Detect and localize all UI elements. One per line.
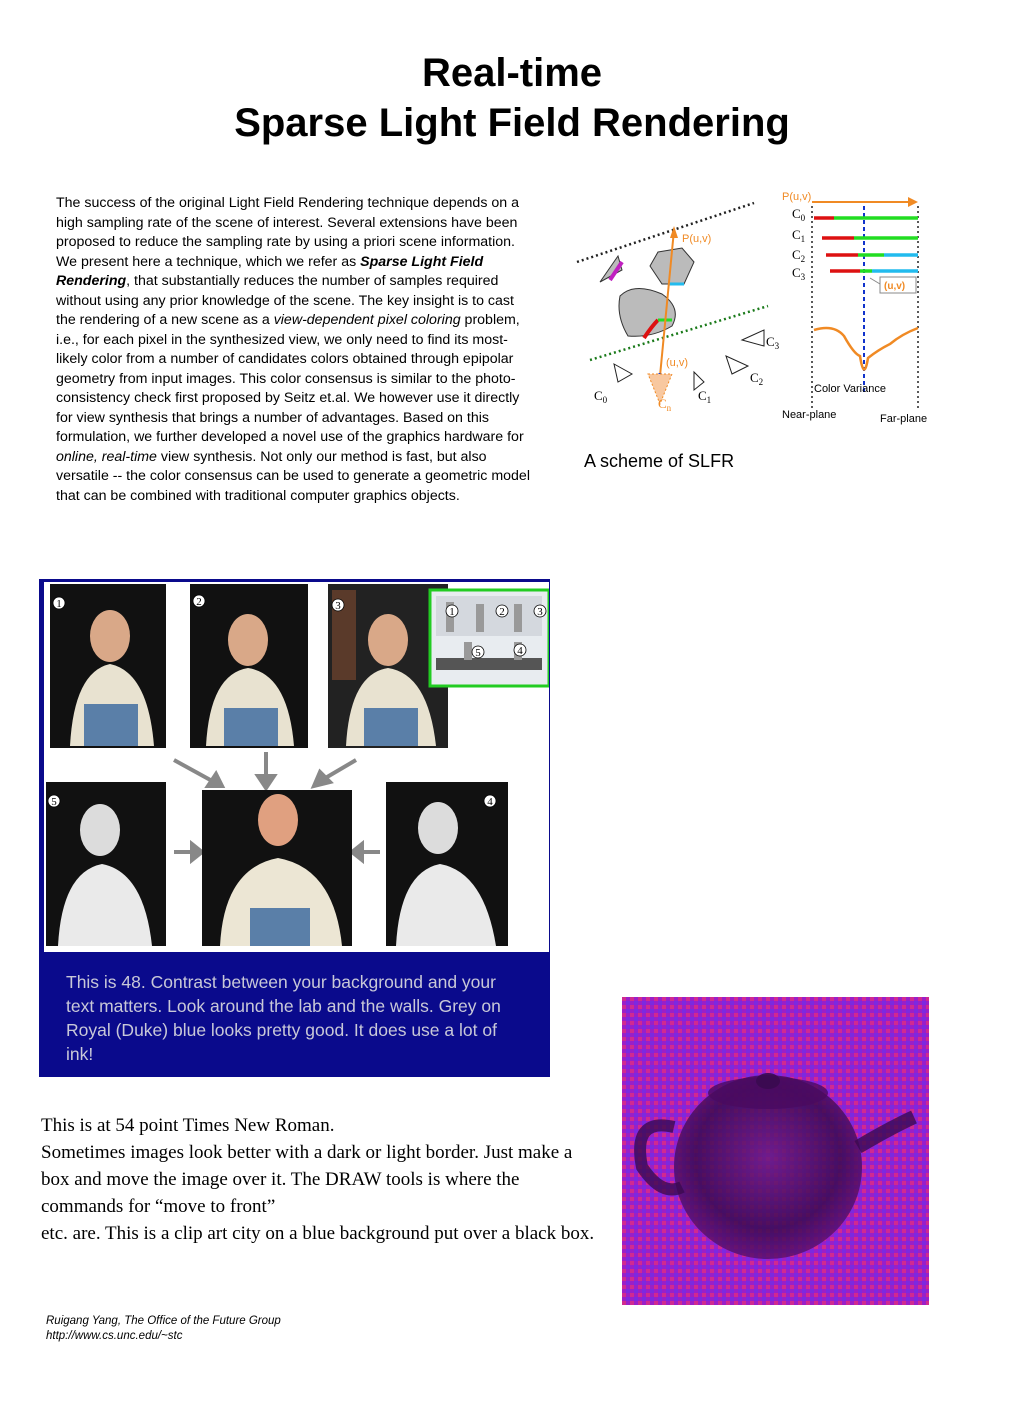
label-c2-left: $C_2$: [750, 370, 764, 387]
svg-text:1: 1: [449, 606, 455, 618]
title-line-1: Real-time: [421, 51, 603, 95]
abstract-part-3: problem, i.e., for each pixel in the synthesized view, we only need to find its most-likely color from a number of candidates colors obtained through epipolar geometry from input images. This color consensus is similar to the photo-consistency check first proposed by Seitz et.al. We however use it directly for view synthesis that brings a number of advantages. Based on this formulation, we further developed a novel use of the graphics hardware for: [56, 312, 524, 445]
scheme-caption: A scheme of SLFR: [584, 451, 735, 471]
label-c1-right: $C_1$: [792, 227, 806, 244]
label-c1-left: $C_1$: [698, 388, 712, 405]
abstract-text: [56, 194, 534, 506]
abstract-part-4: view synthesis. Not only our method is fast, but also versatile -- the color consensus can be used to generate a geometric model that can be combined with traditional computer graphics objects.: [56, 448, 530, 504]
input-photo-2: [190, 584, 308, 748]
synthesized-view-photo: [202, 790, 352, 946]
footer: [46, 1314, 281, 1344]
slfr-scheme-diagram: [572, 186, 942, 432]
top-arrow-icon: [908, 197, 918, 207]
input-views-figure: [44, 582, 549, 952]
footer-author: Ruigang Yang, The Office of the Future Group: [46, 1315, 281, 1327]
label-uv-low: (u,v): [666, 357, 688, 369]
panel-note-text: This is 48. Contrast between your background and your text matters. Look around the lab and the walls. Grey on Royal (Duke) blue looks pretty good. It does use a lot of ink!: [66, 972, 501, 1064]
input-photo-5: [46, 782, 166, 946]
input-photo-1: [50, 584, 166, 748]
abstract-emphasis-slfr: Sparse Light Field Rendering: [56, 253, 484, 289]
svg-text:2: 2: [499, 606, 505, 618]
label-c0-left: $C_0$: [594, 388, 608, 405]
camera-rig-photo: [430, 590, 549, 686]
svg-text:5: 5: [51, 796, 57, 808]
label-c3-right: $C_3$: [792, 265, 806, 282]
abstract-part-2: , that substantially reduces the number of samples required without using any prior knowledge of the scene. The key insight is to cast the rendering of a new scene as a: [56, 273, 514, 328]
teapot-render-image: [622, 997, 929, 1305]
body-line-3: etc. are. This is a clip art city on a blue background put over a black box.: [41, 1223, 595, 1244]
label-c2-right: $C_2$: [792, 247, 806, 264]
camera-c2-icon: [726, 356, 748, 374]
abstract-emphasis-realtime: online, real-time: [56, 448, 157, 465]
svg-text:4: 4: [517, 645, 523, 657]
svg-text:3: 3: [335, 600, 341, 612]
abstract-emphasis-coloring: view-dependent pixel coloring: [273, 312, 461, 328]
serif-body-text: [41, 1112, 601, 1247]
title-line-2: Sparse Light Field Rendering: [234, 101, 790, 145]
label-uv-box: (u,v): [884, 281, 906, 292]
label-color-variance: Color Variance: [814, 383, 886, 395]
svg-text:3: 3: [537, 606, 543, 618]
svg-text:1: 1: [56, 598, 62, 610]
label-p-uv-mid: P(u,v): [682, 233, 712, 245]
label-c0-right: $C_0$: [792, 206, 806, 223]
photo-panel: [39, 579, 550, 1077]
label-p-uv-top: P(u,v): [782, 191, 812, 203]
footer-url[interactable]: http://www.cs.unc.edu/~stc: [46, 1330, 183, 1342]
poster-title: [0, 48, 1024, 148]
label-c3-left: $C_3$: [766, 334, 780, 351]
label-far-plane: Far-plane: [880, 413, 928, 425]
uv-pointer-line: [870, 278, 880, 284]
far-plane-line: [590, 306, 768, 360]
camera-c0-icon: [614, 364, 632, 382]
body-line-1: This is at 54 point Times New Roman.: [41, 1115, 335, 1136]
abstract-part-1: The success of the original Light Field Rendering technique depends on a high sampling rate of the scene of interest. Several extensions have been proposed to reduce the sampling rate by using a priori scene information. We present here a technique, which we refer as: [56, 195, 519, 270]
label-near-plane: Near-plane: [782, 409, 837, 421]
svg-text:2: 2: [196, 596, 202, 608]
svg-text:4: 4: [487, 796, 493, 808]
body-line-2: Sometimes images look better with a dark or light border. Just make a box and move the image over it. The DRAW tools is where the commands for “move to front”: [41, 1142, 573, 1217]
svg-text:5: 5: [475, 647, 481, 659]
color-variance-curve: [814, 328, 918, 370]
label-cn: $C_n$: [658, 396, 672, 413]
camera-c3-icon: [742, 330, 764, 346]
